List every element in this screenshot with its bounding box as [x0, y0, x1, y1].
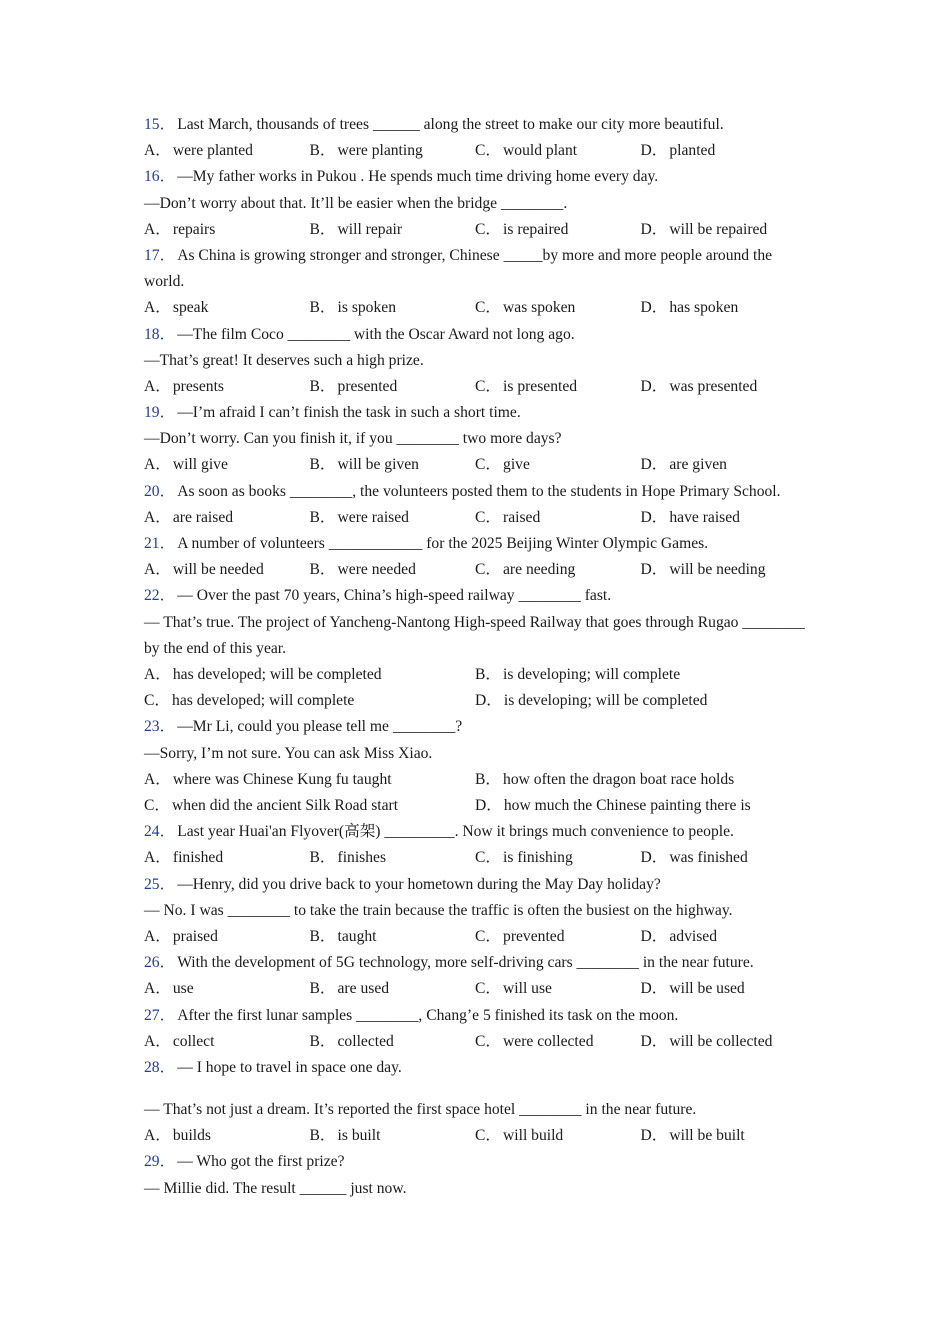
option-letter: B ．	[310, 456, 338, 473]
option-text: is presented	[503, 377, 578, 395]
question-28	[144, 1055, 814, 1150]
option-text: were planted	[172, 142, 253, 160]
question-text: —Don’t worry. Can you finish it, if you ________ two more days?	[144, 430, 562, 448]
option-letter: A ．	[144, 666, 173, 683]
option-d[interactable]	[641, 845, 807, 871]
option-text: builds	[172, 1127, 211, 1145]
question-dialogue-line	[144, 1097, 814, 1123]
options-row	[144, 845, 814, 871]
option-a[interactable]	[144, 217, 310, 243]
option-text: were raised	[337, 508, 409, 526]
question-dialogue-line	[144, 741, 814, 767]
option-text: was spoken	[503, 299, 576, 317]
option-a[interactable]	[144, 1029, 310, 1055]
option-letter: D ．	[475, 797, 504, 814]
option-d[interactable]	[641, 452, 807, 478]
option-letter: C ．	[475, 1127, 503, 1144]
option-a[interactable]	[144, 452, 310, 478]
option-letter: C ．	[144, 797, 172, 814]
question-16	[144, 164, 814, 243]
option-letter: A ．	[144, 299, 173, 316]
option-letter: D ．	[641, 142, 670, 159]
option-text: how much the Chinese painting there is	[503, 796, 751, 814]
question-text: — No. I was ________ to take the train because the traffic is often the busiest on the highway.	[144, 901, 733, 919]
question-dialogue-line	[144, 610, 814, 662]
option-b[interactable]	[310, 452, 476, 478]
option-c[interactable]	[475, 1123, 641, 1149]
option-text: is finishing	[503, 849, 573, 867]
option-text: repairs	[172, 220, 216, 238]
option-b[interactable]	[310, 845, 476, 871]
option-b[interactable]	[475, 662, 806, 688]
question-dialogue-line	[144, 1176, 814, 1202]
option-text: when did the ancient Silk Road start	[172, 796, 399, 814]
option-d[interactable]	[641, 557, 807, 583]
option-letter: B ．	[310, 561, 338, 578]
option-a[interactable]	[144, 374, 310, 400]
option-text: have raised	[669, 508, 740, 526]
options-row	[144, 374, 814, 400]
question-stem	[144, 112, 814, 138]
option-letter: B ．	[475, 771, 503, 788]
option-letter: B ．	[475, 666, 503, 683]
option-text: how often the dragon boat race holds	[503, 770, 735, 788]
options-row	[144, 688, 814, 714]
option-text: were collected	[503, 1032, 594, 1050]
question-text: — That’s not just a dream. It’s reported the first space hotel ________ in the near future.	[144, 1101, 697, 1119]
option-letter: C ．	[144, 692, 172, 709]
option-letter: C ．	[475, 378, 503, 395]
options-row	[144, 217, 814, 243]
option-b[interactable]	[310, 924, 476, 950]
option-letter: C ．	[475, 980, 503, 997]
option-text: speak	[172, 299, 209, 317]
option-text: will be collected	[669, 1032, 773, 1050]
worksheet-page	[144, 112, 814, 1202]
option-text: where was Chinese Kung fu taught	[172, 770, 392, 788]
option-c[interactable]	[475, 976, 641, 1002]
option-letter: B ．	[310, 509, 338, 526]
question-29	[144, 1149, 814, 1201]
option-text: will be given	[337, 456, 419, 474]
options-row	[144, 924, 814, 950]
option-d[interactable]	[641, 138, 807, 164]
option-letter: B ．	[310, 928, 338, 945]
option-letter: D ．	[641, 849, 670, 866]
option-b[interactable]	[310, 1029, 476, 1055]
option-text: are used	[337, 980, 390, 998]
option-d[interactable]	[641, 505, 807, 531]
question-stem	[144, 714, 814, 740]
question-21	[144, 531, 814, 583]
question-number: 29 ．	[144, 1153, 177, 1170]
spacer	[144, 1081, 814, 1097]
option-c[interactable]	[475, 452, 641, 478]
question-number: 18 ．	[144, 326, 177, 343]
question-stem	[144, 243, 814, 295]
option-letter: C ．	[475, 299, 503, 316]
option-text: collected	[337, 1032, 394, 1050]
question-number: 15 ．	[144, 116, 177, 133]
question-20	[144, 479, 814, 531]
question-stem	[144, 531, 814, 557]
option-d[interactable]	[641, 217, 807, 243]
question-27	[144, 1003, 814, 1055]
options-row	[144, 452, 814, 478]
question-stem	[144, 950, 814, 976]
option-letter: D ．	[641, 456, 670, 473]
option-letter: D ．	[641, 378, 670, 395]
option-letter: D ．	[641, 561, 670, 578]
option-d[interactable]	[641, 1029, 807, 1055]
option-c[interactable]	[475, 845, 641, 871]
question-number: 25 ．	[144, 876, 177, 893]
option-b[interactable]	[310, 217, 476, 243]
option-a[interactable]	[144, 976, 310, 1002]
question-23	[144, 714, 814, 819]
question-18	[144, 322, 814, 401]
question-stem	[144, 322, 814, 348]
question-stem	[144, 400, 814, 426]
option-letter: A ．	[144, 980, 173, 997]
option-d[interactable]	[641, 924, 807, 950]
options-row	[144, 557, 814, 583]
question-text: — Over the past 70 years, China’s high-speed railway ________ fast.	[177, 587, 612, 605]
question-text: —Mr Li, could you please tell me ________?	[177, 718, 463, 736]
option-c[interactable]	[475, 295, 641, 321]
option-letter: A ．	[144, 378, 173, 395]
question-15	[144, 112, 814, 164]
option-b[interactable]	[310, 138, 476, 164]
option-b[interactable]	[310, 976, 476, 1002]
option-c[interactable]	[475, 1029, 641, 1055]
question-stem	[144, 872, 814, 898]
option-letter: A ．	[144, 221, 173, 238]
option-b[interactable]	[475, 767, 806, 793]
question-number: 27 ．	[144, 1007, 177, 1024]
option-d[interactable]	[641, 374, 807, 400]
question-number: 19 ．	[144, 404, 177, 421]
question-text: —Sorry, I’m not sure. You can ask Miss Xiao.	[144, 744, 433, 762]
question-number: 28 ．	[144, 1059, 177, 1076]
option-text: are raised	[172, 508, 234, 526]
option-c[interactable]	[475, 557, 641, 583]
option-text: presents	[172, 377, 224, 395]
question-19	[144, 400, 814, 479]
question-26	[144, 950, 814, 1002]
option-text: was finished	[669, 849, 748, 867]
option-a[interactable]	[144, 924, 310, 950]
question-stem	[144, 1149, 814, 1175]
option-b[interactable]	[310, 557, 476, 583]
question-text: After the first lunar samples ________, Chang’e 5 finished its task on the moon.	[177, 1006, 679, 1024]
option-c[interactable]	[144, 688, 475, 714]
option-text: is built	[337, 1127, 381, 1145]
options-row	[144, 295, 814, 321]
question-text: A number of volunteers ____________ for the 2025 Beijing Winter Olympic Games.	[177, 535, 709, 553]
option-text: will repair	[337, 220, 403, 238]
option-letter: D ．	[641, 980, 670, 997]
question-number: 26 ．	[144, 954, 177, 971]
option-letter: C ．	[475, 1033, 503, 1050]
question-text: —That’s great! It deserves such a high prize.	[144, 351, 424, 369]
option-text: will be used	[669, 980, 745, 998]
option-letter: B ．	[310, 1127, 338, 1144]
option-text: use	[172, 980, 194, 998]
question-text: —Don’t worry about that. It’ll be easier when the bridge ________.	[144, 194, 568, 212]
question-text: As soon as books ________, the volunteers posted them to the students in Hope Primary School.	[177, 482, 781, 500]
question-dialogue-line	[144, 898, 814, 924]
question-stem	[144, 479, 814, 505]
option-text: would plant	[503, 142, 578, 160]
option-c[interactable]	[144, 793, 475, 819]
options-row	[144, 505, 814, 531]
question-17	[144, 243, 814, 322]
option-letter: A ．	[144, 142, 173, 159]
option-d[interactable]	[475, 688, 806, 714]
options-row	[144, 1029, 814, 1055]
option-c[interactable]	[475, 217, 641, 243]
option-letter: A ．	[144, 849, 173, 866]
option-text: is spoken	[337, 299, 396, 317]
question-24	[144, 819, 814, 871]
question-text: —The film Coco ________ with the Oscar Award not long ago.	[177, 325, 575, 343]
option-text: give	[503, 456, 530, 474]
option-letter: B ．	[310, 142, 338, 159]
option-text: presented	[337, 377, 398, 395]
question-text: As China is growing stronger and stronger, Chinese _____by more and more people around the world.	[144, 246, 773, 291]
question-stem	[144, 583, 814, 609]
option-text: will be repaired	[669, 220, 768, 238]
option-text: will be built	[669, 1127, 745, 1145]
question-number: 23 ．	[144, 718, 177, 735]
option-a[interactable]	[144, 138, 310, 164]
option-text: finishes	[337, 849, 387, 867]
option-text: are needing	[503, 561, 576, 579]
option-a[interactable]	[144, 845, 310, 871]
option-letter: B ．	[310, 1033, 338, 1050]
option-d[interactable]	[641, 295, 807, 321]
options-row	[144, 1123, 814, 1149]
option-letter: A ．	[144, 456, 173, 473]
option-letter: A ．	[144, 928, 173, 945]
question-number: 22 ．	[144, 587, 177, 604]
question-text: Last year Huai'an Flyover(高架) _________. Now it brings much convenience to people.	[177, 823, 734, 841]
option-c[interactable]	[475, 924, 641, 950]
question-number: 21 ．	[144, 535, 177, 552]
question-number: 20 ．	[144, 483, 177, 500]
options-row	[144, 767, 814, 793]
question-text: — I hope to travel in space one day.	[177, 1058, 402, 1076]
option-text: will build	[503, 1127, 564, 1145]
option-text: advised	[669, 927, 718, 945]
option-letter: C ．	[475, 509, 503, 526]
question-number: 17 ．	[144, 247, 177, 264]
option-text: planted	[669, 142, 716, 160]
option-letter: D ．	[641, 509, 670, 526]
question-number: 24 ．	[144, 823, 177, 840]
option-letter: C ．	[475, 849, 503, 866]
question-dialogue-line	[144, 348, 814, 374]
option-a[interactable]	[144, 295, 310, 321]
option-text: is repaired	[503, 220, 569, 238]
option-letter: A ．	[144, 561, 173, 578]
option-letter: C ．	[475, 928, 503, 945]
question-22	[144, 583, 814, 714]
options-row	[144, 662, 814, 688]
question-25	[144, 872, 814, 951]
option-text: has developed; will complete	[172, 692, 355, 710]
option-text: has developed; will be completed	[172, 666, 382, 684]
option-text: has spoken	[669, 299, 739, 317]
option-letter: D ．	[475, 692, 504, 709]
option-b[interactable]	[310, 1123, 476, 1149]
option-letter: B ．	[310, 849, 338, 866]
question-stem	[144, 1003, 814, 1029]
option-b[interactable]	[310, 374, 476, 400]
option-text: taught	[337, 927, 377, 945]
option-letter: A ．	[144, 1033, 173, 1050]
option-a[interactable]	[144, 662, 475, 688]
option-text: prevented	[503, 927, 565, 945]
question-text: Last March, thousands of trees ______ along the street to make our city more beautiful.	[177, 116, 724, 133]
option-letter: C ．	[475, 456, 503, 473]
option-text: will be needing	[669, 561, 766, 579]
option-text: were planting	[337, 142, 423, 160]
option-b[interactable]	[310, 505, 476, 531]
option-letter: D ．	[641, 299, 670, 316]
option-letter: A ．	[144, 509, 173, 526]
question-text: — That’s true. The project of Yancheng-Nantong High-speed Railway that goes through Rugao ________ by the end of this year.	[144, 613, 805, 657]
option-letter: D ．	[641, 1033, 670, 1050]
option-text: was presented	[669, 377, 758, 395]
option-a[interactable]	[144, 557, 310, 583]
option-text: is developing; will complete	[503, 666, 681, 684]
option-text: will give	[172, 456, 228, 474]
option-text: were needed	[337, 561, 416, 579]
question-dialogue-line	[144, 191, 814, 217]
option-letter: B ．	[310, 221, 338, 238]
option-letter: A ．	[144, 771, 173, 788]
option-letter: C ．	[475, 221, 503, 238]
question-dialogue-line	[144, 426, 814, 452]
question-text: With the development of 5G technology, more self-driving cars ________ in the near future.	[177, 954, 754, 972]
option-letter: D ．	[641, 1127, 670, 1144]
option-c[interactable]	[475, 374, 641, 400]
option-a[interactable]	[144, 767, 475, 793]
option-text: is developing; will be completed	[503, 692, 708, 710]
question-text: —My father works in Pukou . He spends much time driving home every day.	[177, 168, 659, 186]
question-text: —I’m afraid I can’t finish the task in such a short time.	[177, 404, 521, 422]
question-text: — Who got the first prize?	[177, 1153, 345, 1171]
question-text: —Henry, did you drive back to your hometown during the May Day holiday?	[177, 875, 661, 893]
option-letter: B ．	[310, 980, 338, 997]
option-text: will use	[503, 980, 552, 998]
option-d[interactable]	[475, 793, 806, 819]
options-row	[144, 793, 814, 819]
option-letter: C ．	[475, 561, 503, 578]
question-stem	[144, 1055, 814, 1081]
option-letter: C ．	[475, 142, 503, 159]
options-row	[144, 976, 814, 1002]
option-text: collect	[172, 1032, 215, 1050]
option-letter: B ．	[310, 378, 338, 395]
option-text: will be needed	[172, 561, 264, 579]
question-stem	[144, 819, 814, 845]
option-a[interactable]	[144, 1123, 310, 1149]
option-text: finished	[172, 849, 224, 867]
question-number: 16 ．	[144, 168, 177, 185]
option-text: raised	[503, 508, 541, 526]
option-a[interactable]	[144, 505, 310, 531]
option-letter: B ．	[310, 299, 338, 316]
question-stem	[144, 164, 814, 190]
option-b[interactable]	[310, 295, 476, 321]
option-text: are given	[669, 456, 727, 474]
option-d[interactable]	[641, 1123, 807, 1149]
options-row	[144, 138, 814, 164]
option-letter: D ．	[641, 221, 670, 238]
option-text: praised	[172, 927, 218, 945]
question-text: — Millie did. The result ______ just now.	[144, 1179, 407, 1197]
option-letter: D ．	[641, 928, 670, 945]
option-c[interactable]	[475, 505, 641, 531]
option-d[interactable]	[641, 976, 807, 1002]
option-letter: A ．	[144, 1127, 173, 1144]
option-c[interactable]	[475, 138, 641, 164]
